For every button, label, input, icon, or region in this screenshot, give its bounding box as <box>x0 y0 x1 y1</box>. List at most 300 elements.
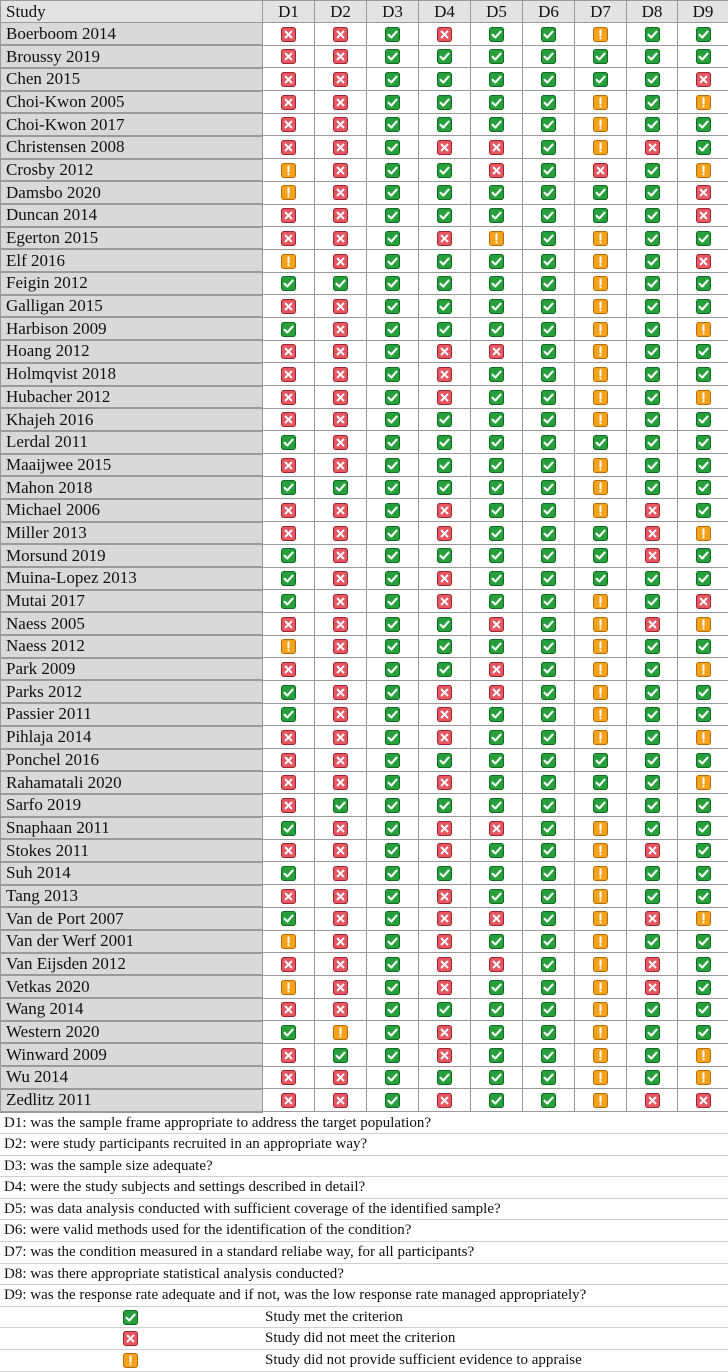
check-icon <box>281 435 296 450</box>
cross-icon <box>333 458 348 473</box>
check-icon <box>489 889 504 904</box>
rating-cell <box>678 181 728 204</box>
rating-cell <box>678 680 728 703</box>
cross-icon <box>333 322 348 337</box>
rating-cell <box>575 1066 627 1089</box>
check-icon <box>489 322 504 337</box>
rating-cell <box>575 23 627 46</box>
rating-cell <box>575 703 627 726</box>
cross-icon <box>333 866 348 881</box>
legend-label: Study did not provide sufficient evidence to appraise <box>261 1352 582 1369</box>
rating-cell <box>627 249 678 272</box>
rating-cell <box>315 159 367 182</box>
rating-cell <box>627 431 678 454</box>
check-icon <box>645 72 660 87</box>
cross-icon <box>333 1093 348 1108</box>
cross-icon <box>489 911 504 926</box>
cross-icon <box>333 571 348 586</box>
study-name: Muina-Lopez 2013 <box>1 567 263 590</box>
study-name: Winward 2009 <box>1 1043 263 1066</box>
rating-cell <box>315 1043 367 1066</box>
rating-cell <box>575 408 627 431</box>
table-row <box>1 635 728 658</box>
cross-icon <box>437 775 452 790</box>
rating-cell <box>523 499 575 522</box>
check-icon <box>696 685 711 700</box>
rating-cell <box>575 317 627 340</box>
check-icon <box>541 185 556 200</box>
rating-cell <box>627 23 678 46</box>
definition-row: D2: were study participants recruited in an appropriate way? <box>0 1134 728 1156</box>
rating-cell <box>419 227 471 250</box>
study-name: Elf 2016 <box>1 249 263 272</box>
exclamation-icon <box>593 412 608 427</box>
study-name: Van de Port 2007 <box>1 907 263 930</box>
check-icon <box>489 254 504 269</box>
rating-cell <box>263 340 315 363</box>
rating-cell <box>471 590 523 613</box>
rating-cell <box>678 476 728 499</box>
rating-cell <box>627 340 678 363</box>
check-icon <box>489 1025 504 1040</box>
rating-cell <box>367 522 419 545</box>
legend-icon-cell <box>0 1330 261 1347</box>
cross-icon <box>489 344 504 359</box>
rating-cell <box>575 1089 627 1112</box>
rating-cell <box>575 522 627 545</box>
table-row <box>1 930 728 953</box>
cross-icon <box>333 775 348 790</box>
exclamation-icon <box>593 934 608 949</box>
check-icon <box>437 322 452 337</box>
domain-header: D5 <box>471 1 523 23</box>
rating-cell <box>627 317 678 340</box>
check-icon <box>489 594 504 609</box>
exclamation-icon <box>593 1002 608 1017</box>
cross-icon <box>281 140 296 155</box>
exclamation-icon <box>593 344 608 359</box>
cross-icon <box>437 1025 452 1040</box>
cross-icon <box>437 571 452 586</box>
rating-cell <box>471 975 523 998</box>
cross-icon <box>281 367 296 382</box>
check-icon <box>593 798 608 813</box>
check-icon <box>645 685 660 700</box>
table-row <box>1 272 728 295</box>
check-icon <box>645 1048 660 1063</box>
check-icon <box>541 526 556 541</box>
rating-cell <box>523 930 575 953</box>
study-name: Vetkas 2020 <box>1 975 263 998</box>
check-icon <box>541 299 556 314</box>
rating-cell <box>678 839 728 862</box>
rating-cell <box>523 227 575 250</box>
check-icon <box>385 390 400 405</box>
cross-icon <box>333 140 348 155</box>
rating-cell <box>678 386 728 409</box>
cross-icon <box>281 412 296 427</box>
check-icon <box>385 753 400 768</box>
rating-cell <box>627 544 678 567</box>
rating-cell <box>315 635 367 658</box>
table-row <box>1 794 728 817</box>
study-name: Parks 2012 <box>1 680 263 703</box>
rating-cell <box>678 340 728 363</box>
rating-cell <box>315 408 367 431</box>
rating-cell <box>367 45 419 68</box>
rating-cell <box>419 522 471 545</box>
check-icon <box>645 208 660 223</box>
legend-label: Study met the criterion <box>261 1309 403 1326</box>
study-name: Galligan 2015 <box>1 295 263 318</box>
exclamation-icon <box>593 843 608 858</box>
rating-cell <box>523 295 575 318</box>
check-icon <box>437 548 452 563</box>
check-icon <box>696 367 711 382</box>
exclamation-icon <box>593 1093 608 1108</box>
rating-cell <box>315 317 367 340</box>
table-row <box>1 454 728 477</box>
rating-cell <box>678 726 728 749</box>
rating-cell <box>627 703 678 726</box>
rating-cell <box>263 159 315 182</box>
study-name: Van der Werf 2001 <box>1 930 263 953</box>
cross-icon <box>437 140 452 155</box>
check-icon <box>696 957 711 972</box>
rating-cell <box>367 204 419 227</box>
cross-icon <box>333 685 348 700</box>
rating-cell <box>523 68 575 91</box>
cross-icon <box>333 254 348 269</box>
table-row <box>1 499 728 522</box>
rating-cell <box>523 953 575 976</box>
rating-cell <box>627 794 678 817</box>
exclamation-icon <box>593 639 608 654</box>
rating-cell <box>678 703 728 726</box>
rating-cell <box>367 612 419 635</box>
check-icon <box>437 72 452 87</box>
check-icon <box>645 458 660 473</box>
cross-icon <box>281 775 296 790</box>
rating-cell <box>263 839 315 862</box>
rating-cell <box>315 204 367 227</box>
check-icon <box>489 390 504 405</box>
table-row <box>1 749 728 772</box>
cross-icon <box>281 390 296 405</box>
table-row <box>1 907 728 930</box>
rating-cell <box>523 272 575 295</box>
rating-cell <box>419 885 471 908</box>
exclamation-icon <box>593 367 608 382</box>
table-row <box>1 817 728 840</box>
check-icon <box>696 548 711 563</box>
cross-icon <box>437 843 452 858</box>
definition-row: D1: was the sample frame appropriate to address the target population? <box>0 1113 728 1135</box>
rating-cell <box>315 726 367 749</box>
check-icon <box>385 1070 400 1085</box>
study-name: Van Eijsden 2012 <box>1 953 263 976</box>
check-icon <box>385 821 400 836</box>
study-name: Naess 2005 <box>1 612 263 635</box>
cross-icon <box>281 1070 296 1085</box>
cross-icon <box>281 1048 296 1063</box>
check-icon <box>645 254 660 269</box>
rating-cell <box>627 817 678 840</box>
cross-icon <box>333 934 348 949</box>
cross-icon <box>437 344 452 359</box>
rating-cell <box>263 181 315 204</box>
check-icon <box>645 49 660 64</box>
cross-icon <box>281 526 296 541</box>
check-icon <box>437 639 452 654</box>
exclamation-icon <box>281 185 296 200</box>
rating-cell <box>367 272 419 295</box>
cross-icon <box>645 617 660 632</box>
rating-cell <box>523 975 575 998</box>
rating-cell <box>315 227 367 250</box>
rating-cell <box>471 45 523 68</box>
rating-cell <box>471 249 523 272</box>
rating-cell <box>263 204 315 227</box>
check-icon <box>281 866 296 881</box>
rating-cell <box>419 862 471 885</box>
cross-icon <box>333 1070 348 1085</box>
rating-cell <box>471 907 523 930</box>
study-name: Rahamatali 2020 <box>1 771 263 794</box>
study-name: Holmqvist 2018 <box>1 363 263 386</box>
cross-icon <box>333 95 348 110</box>
cross-icon <box>593 163 608 178</box>
rating-cell <box>523 340 575 363</box>
cross-icon <box>333 299 348 314</box>
check-icon <box>696 140 711 155</box>
rating-cell <box>523 386 575 409</box>
check-icon <box>489 185 504 200</box>
check-icon <box>385 911 400 926</box>
study-name: Tang 2013 <box>1 885 263 908</box>
check-icon <box>541 662 556 677</box>
rating-cell <box>678 1089 728 1112</box>
check-icon <box>541 548 556 563</box>
rating-cell <box>678 885 728 908</box>
rating-cell <box>575 295 627 318</box>
rating-cell <box>627 1021 678 1044</box>
study-column-header: Study <box>1 1 263 23</box>
rating-cell <box>627 204 678 227</box>
rating-cell <box>678 1021 728 1044</box>
check-icon <box>385 662 400 677</box>
rating-cell <box>627 45 678 68</box>
rating-cell <box>471 408 523 431</box>
rating-cell <box>523 658 575 681</box>
rating-cell <box>419 45 471 68</box>
check-icon <box>696 458 711 473</box>
cross-icon <box>696 1093 711 1108</box>
table-row <box>1 317 728 340</box>
rating-cell <box>627 1089 678 1112</box>
table-row <box>1 726 728 749</box>
rating-cell <box>315 295 367 318</box>
rating-cell <box>315 45 367 68</box>
rating-cell <box>523 726 575 749</box>
study-name: Park 2009 <box>1 658 263 681</box>
check-icon <box>541 798 556 813</box>
exclamation-icon <box>593 685 608 700</box>
rating-cell <box>678 272 728 295</box>
rating-cell <box>627 567 678 590</box>
rating-cell <box>263 885 315 908</box>
rating-cell <box>575 499 627 522</box>
check-icon <box>123 1310 138 1325</box>
check-icon <box>645 1002 660 1017</box>
rating-cell <box>627 522 678 545</box>
rating-cell <box>627 159 678 182</box>
check-icon <box>437 208 452 223</box>
rating-cell <box>315 907 367 930</box>
legend-row <box>0 1307 728 1329</box>
rating-cell <box>315 567 367 590</box>
rating-cell <box>315 1066 367 1089</box>
rating-cell <box>263 998 315 1021</box>
rating-cell <box>523 885 575 908</box>
study-name: Wu 2014 <box>1 1066 263 1089</box>
exclamation-icon <box>489 231 504 246</box>
cross-icon <box>281 95 296 110</box>
rating-cell <box>523 317 575 340</box>
exclamation-icon <box>696 322 711 337</box>
domain-header: D8 <box>627 1 678 23</box>
check-icon <box>385 843 400 858</box>
check-icon <box>385 117 400 132</box>
rating-cell <box>367 227 419 250</box>
cross-icon <box>437 526 452 541</box>
rating-cell <box>575 998 627 1021</box>
check-icon <box>541 503 556 518</box>
check-icon <box>541 1002 556 1017</box>
check-icon <box>437 412 452 427</box>
study-name: Suh 2014 <box>1 862 263 885</box>
check-icon <box>489 412 504 427</box>
rating-cell <box>678 862 728 885</box>
check-icon <box>696 934 711 949</box>
check-icon <box>541 1070 556 1085</box>
rating-cell <box>575 817 627 840</box>
check-icon <box>385 1002 400 1017</box>
rating-cell <box>575 839 627 862</box>
cross-icon <box>333 49 348 64</box>
check-icon <box>593 72 608 87</box>
rating-cell <box>627 227 678 250</box>
check-icon <box>281 911 296 926</box>
exclamation-icon <box>696 163 711 178</box>
cross-icon <box>437 707 452 722</box>
domain-header: D4 <box>419 1 471 23</box>
rating-cell <box>419 567 471 590</box>
table-row <box>1 1021 728 1044</box>
rating-cell <box>471 272 523 295</box>
rating-cell <box>367 930 419 953</box>
rating-cell <box>575 930 627 953</box>
rating-cell <box>575 794 627 817</box>
check-icon <box>489 480 504 495</box>
rating-cell <box>678 817 728 840</box>
table-row <box>1 544 728 567</box>
rating-cell <box>575 454 627 477</box>
check-icon <box>437 435 452 450</box>
rating-cell <box>367 839 419 862</box>
rating-cell <box>315 658 367 681</box>
rating-cell <box>367 749 419 772</box>
rating-cell <box>263 1089 315 1112</box>
rating-cell <box>471 431 523 454</box>
study-name: Miller 2013 <box>1 522 263 545</box>
exclamation-icon <box>593 1048 608 1063</box>
study-name: Mutai 2017 <box>1 590 263 613</box>
check-icon <box>696 843 711 858</box>
rating-cell <box>367 907 419 930</box>
check-icon <box>489 753 504 768</box>
rating-cell <box>627 635 678 658</box>
table-row <box>1 1043 728 1066</box>
rating-cell <box>367 567 419 590</box>
exclamation-icon <box>281 639 296 654</box>
rating-cell <box>367 476 419 499</box>
rating-cell <box>575 476 627 499</box>
rating-cell <box>263 567 315 590</box>
check-icon <box>281 548 296 563</box>
rating-cell <box>263 680 315 703</box>
rating-cell <box>523 998 575 1021</box>
rating-cell <box>367 975 419 998</box>
exclamation-icon <box>696 1070 711 1085</box>
rating-cell <box>678 499 728 522</box>
check-icon <box>696 639 711 654</box>
check-icon <box>385 208 400 223</box>
check-icon <box>541 889 556 904</box>
rating-cell <box>523 749 575 772</box>
check-icon <box>489 1048 504 1063</box>
rating-cell <box>575 862 627 885</box>
check-icon <box>385 435 400 450</box>
rating-cell <box>471 839 523 862</box>
rating-cell <box>419 181 471 204</box>
check-icon <box>541 163 556 178</box>
check-icon <box>385 957 400 972</box>
cross-icon <box>281 1093 296 1108</box>
rating-cell <box>367 544 419 567</box>
cross-icon <box>333 594 348 609</box>
check-icon <box>593 775 608 790</box>
cross-icon <box>123 1331 138 1346</box>
rating-cell <box>575 249 627 272</box>
check-icon <box>645 344 660 359</box>
cross-icon <box>489 821 504 836</box>
rating-cell <box>627 726 678 749</box>
cross-icon <box>333 980 348 995</box>
check-icon <box>385 344 400 359</box>
study-name: Ponchel 2016 <box>1 749 263 772</box>
rating-cell <box>471 794 523 817</box>
exclamation-icon <box>281 163 296 178</box>
check-icon <box>541 753 556 768</box>
check-icon <box>645 730 660 745</box>
rating-cell <box>575 1021 627 1044</box>
rating-cell <box>263 1066 315 1089</box>
check-icon <box>489 934 504 949</box>
rating-cell <box>263 522 315 545</box>
table-row <box>1 839 728 862</box>
check-icon <box>696 1002 711 1017</box>
